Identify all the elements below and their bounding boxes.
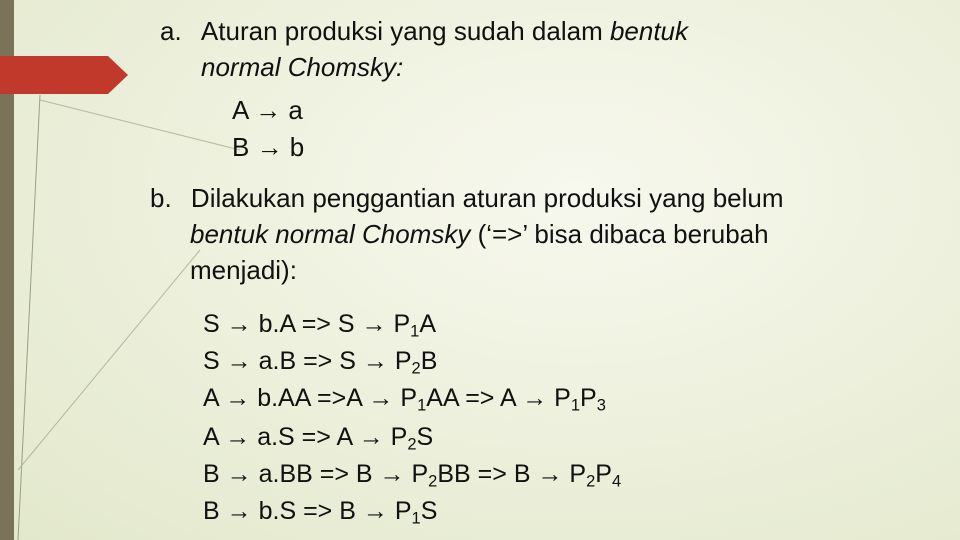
section-b-marker: b. — [150, 183, 172, 213]
rule-symbol: b.AA — [257, 384, 311, 412]
rule-symbol: → — [530, 460, 570, 488]
rule-symbol: => — [470, 460, 514, 488]
section-a-heading-line2 — [201, 52, 403, 82]
rule-symbol: a.B — [258, 347, 297, 375]
rule-symbol: A — [419, 310, 436, 338]
rule-symbol: → — [355, 497, 395, 525]
rule-symbol: b.S — [258, 497, 297, 525]
rule-symbol: A — [336, 423, 352, 451]
rule-symbol: → — [355, 347, 395, 375]
rule-symbol: → — [354, 310, 394, 338]
section-b-line2-rest: (‘=>’ bisa dibaca berubah — [470, 219, 769, 249]
rule-symbol: → — [219, 460, 259, 488]
rule-symbol: P — [394, 347, 412, 375]
rule-symbol: S — [339, 347, 356, 375]
rule-symbol: P — [411, 460, 429, 488]
rule-symbol: B — [203, 460, 220, 488]
rule-symbol: => — [296, 347, 340, 375]
rule-symbol: a.S — [257, 423, 295, 451]
rule-symbol: A — [346, 384, 362, 412]
rule-symbol: => — [294, 310, 338, 338]
rule-symbol: => — [296, 497, 340, 525]
rule-symbol: a.BB — [258, 460, 313, 488]
rule-symbol: A — [203, 423, 219, 451]
rule-symbol: P — [400, 384, 418, 412]
rule-subscript: 2 — [586, 472, 596, 491]
section-a-text: Aturan produksi yang sudah dalam — [200, 16, 610, 46]
rule-symbol: BB — [437, 460, 471, 488]
rule-symbol: → — [372, 460, 412, 488]
rule-subscript: 2 — [407, 435, 417, 454]
rule-symbol: S — [420, 497, 438, 525]
section-b-line2-italic: bentuk normal Chomsky — [190, 219, 471, 249]
rule-symbol: => — [458, 384, 500, 412]
rule-symbol: S — [203, 347, 220, 375]
rule-symbol: → — [219, 497, 259, 525]
rule-subscript: 1 — [570, 396, 581, 415]
rule-symbol: P — [394, 497, 412, 525]
section-a-italic-1: bentuk — [609, 16, 689, 46]
rule-line-5 — [203, 456, 621, 493]
rule-subscript: 2 — [428, 472, 438, 491]
section-a-marker: a. — [160, 16, 182, 46]
rule-a-to-a: A → a — [232, 95, 303, 125]
section-b-line1 — [150, 183, 784, 213]
section-a-italic-2: normal Chomsky: — [201, 52, 404, 82]
section-b-line2 — [190, 219, 769, 249]
section-b-line1-text: Dilakukan penggantian aturan produksi yang belum — [190, 183, 784, 213]
rule-line-1 — [203, 306, 436, 343]
rule-symbol: → — [218, 423, 258, 451]
rule-symbol: P — [390, 423, 408, 451]
rule-symbol: P — [554, 384, 571, 412]
rule-symbol: AA — [426, 384, 459, 412]
rule-symbol: B — [355, 460, 373, 488]
rule-symbol: P — [580, 384, 597, 412]
rule-symbol: B — [420, 347, 438, 375]
rule-symbol: P — [595, 460, 612, 488]
rule-symbol: P — [393, 310, 411, 338]
rule-line-2 — [203, 343, 437, 380]
rule-subscript: 2 — [411, 359, 421, 378]
rule-symbol: => — [294, 423, 337, 451]
rule-symbol: B — [203, 497, 220, 525]
rule-subscript: 1 — [417, 396, 427, 415]
rule-symbol: A — [203, 384, 219, 412]
rule-subscript: 4 — [611, 472, 622, 491]
rule-subscript: 1 — [410, 322, 420, 341]
rule-line-6 — [203, 493, 437, 530]
rule-symbol: → — [219, 347, 259, 375]
rule-line-4 — [203, 419, 433, 456]
rule-symbol: → — [219, 310, 259, 338]
rule-symbol: S — [416, 423, 434, 451]
rule-symbol: → — [361, 384, 401, 412]
rule-symbol: => — [312, 460, 356, 488]
rule-symbol: P — [569, 460, 587, 488]
rule-symbol: S — [203, 310, 220, 338]
rule-symbol: A — [499, 384, 516, 412]
rule-symbol: → — [351, 423, 391, 451]
rule-symbol: b.A — [258, 310, 295, 338]
rule-subscript: 1 — [411, 509, 421, 528]
rule-symbol: B — [513, 460, 531, 488]
rule-symbol: B — [339, 497, 356, 525]
rule-symbol: → — [515, 384, 555, 412]
rule-b-to-b: B → b — [232, 132, 305, 162]
rule-symbol: => — [310, 384, 347, 412]
section-b-line3: menjadi): — [190, 255, 297, 285]
section-a-heading — [160, 16, 688, 46]
rule-subscript: 3 — [596, 396, 606, 415]
rule-line-3 — [203, 380, 606, 417]
rule-symbol: S — [337, 310, 355, 338]
rule-symbol: → — [218, 384, 258, 412]
